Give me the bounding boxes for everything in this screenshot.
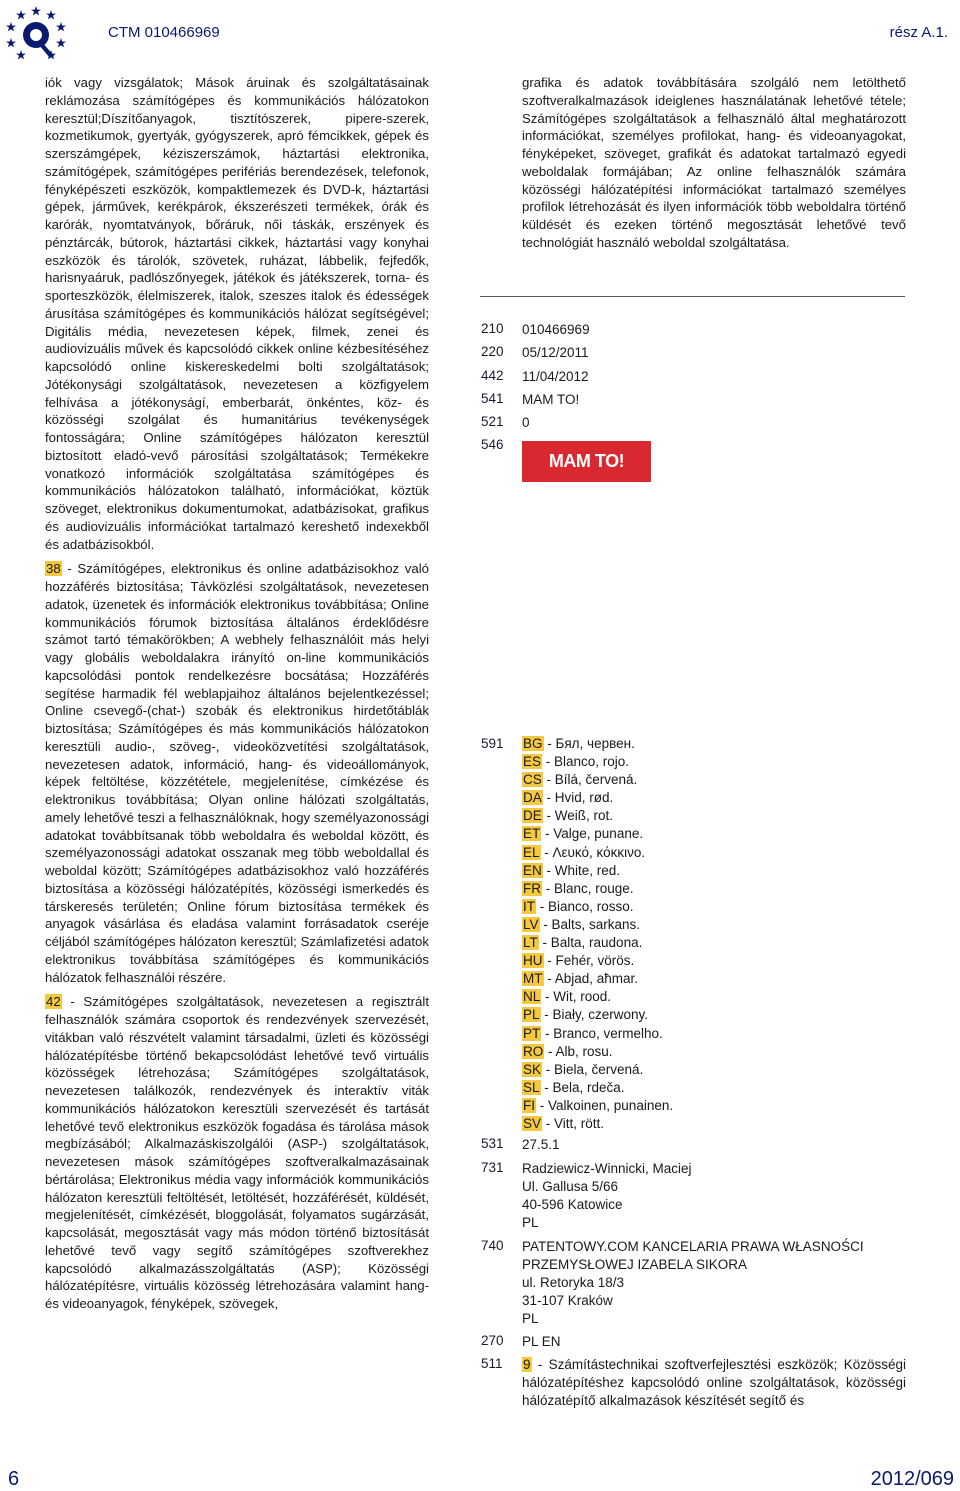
class-42-text: - Számítógépes szolgáltatások, nevezetesen a regisztrált felhasználók számára csoportok és rendezvények szervezését, vitákban való részvételt valamint társadalmi, üzleti és közösségi hálózatépítésbe történő bekapcsolódást lehetővé tevő virtuális közösségek létrehozása; Számítógépes szolgáltatások, nevezetesen találkozók, rendezvények és interaktív viták kommunikációs hálózatokon keresztüli szervezését és tartását lehetővé tevő elektronikus eszközök fogadása és tárolása mások megbízásából; Alkalmazáskiszolgálói (ASP-) szolgáltatások, nevezetesen mások számítógépes szoftveralkalmazásainak bértárolása; Elektronikus média vagy információk kommunikációs hálózaton keresztüli feltöltését, letöltését, hozzáférését, küldését, megjelenítését, címkézését, bloggolását, folyamatos sugárzását, kapcsolását, megosztását vagy más módon történő biztosítását lehetővé tevő vagy segítő számítógépes szoftverekhez kapcsolódó alkalmazásszolgáltatás (ASP); Közösségi hálózatépítésre, virtuális közösség létrehozására valamint hang- és videoanyagok, fényképek, szövegek, (45, 994, 429, 1311)
color-claims-list (522, 735, 673, 1133)
color-claim-item (522, 735, 673, 753)
color-claim-text: - Biały, czerwony. (540, 1007, 649, 1023)
color-claim-text: - Bianco, rosso. (536, 898, 634, 914)
language-code: ES (523, 754, 542, 770)
representative-address (522, 1238, 906, 1328)
language-code: FR (523, 880, 541, 896)
color-claim-text: - Bela, rdeča. (540, 1079, 625, 1095)
field-value: 0 (522, 415, 530, 430)
address-line: 31-107 Kraków (522, 1293, 613, 1308)
color-claim-text: - Λευκό, κόκκινο. (540, 844, 646, 860)
color-claim-item (522, 898, 673, 916)
language-code: DE (523, 808, 542, 824)
color-claim-item (522, 844, 673, 862)
section-divider (480, 296, 905, 297)
language-code: PT (523, 1025, 541, 1041)
language-code: SK (523, 1061, 542, 1077)
field-code: 511 (481, 1356, 503, 1371)
language-code: NL (523, 989, 541, 1005)
right-column-continuation: grafika és adatok továbbítására szolgáló nem letölthető szoftveralkalmazások ideiglenes használatának lehetővé tétele; Számítógépes szolgáltatások a felhasználó által meghatározott információkat, személyes profilokat, hang- és videoanyagokat, fényképeket, szöveget, grafikát és adatokat tartalmazó egyedi weboldalak formájában; Az online felhasználók számára közösségi hálózatépítési információkat tartalmazó személyes profilok létrehozását és ilyen információk több weboldalra történő küldését és ezeken történő megosztását lehetővé tevő technológiát használó weboldal szolgáltatása. (522, 75, 906, 250)
color-claim-text: - Biela, červená. (542, 1061, 644, 1077)
field-code: 442 (481, 368, 504, 383)
color-claim-text: - Blanc, rouge. (542, 880, 634, 896)
class-38-text: - Számítógépes, elektronikus és online adatbázisokhoz való hozzáférés biztosítása; Távközlési szolgáltatások, nevezetesen adatok, üzenetek és információk elektronikus továbbítása; Online kommunikációs fórumok biztosítása általános érdeklődésre számot tartó témakörökben; A webhely felhasználóit más helyi vagy globális weboldalakra irányító on-line kommunikációs kapcsolódási pontok rendelkezésre bocsátása; Hozzáférés segítése harmadik fél weblapjaihoz általános bejelentkezéssel; Online csevegő-(chat-) szobák és elektronikus hirdetőtáblák biztosítása; Számítógépes és más kommunikációs hálózatokon keresztüli audio-, szöveg-, videoközvetítési szolgáltatások, nevezetesen adatok, információ, hang- és videoállományok, képek feltöltése, közzététele, megjelenítése, címkézése és elektronikus továbbítása; Olyan online hálózati szolgáltatás, amely lehetővé teszi a felhasználóknak, hogy személyazonossági adatokat továbbítsanak több weboldalra és weboldal között, és személyazonossági adatokat osszanak meg több weboldallal és weboldal között; Számítógépes adatbázisokhoz való hozzáférés biztosítása a közösségi hálózatépítés, közösségi ismerkedés és társkeresés területén; Online fórum biztosítása termékek és anyagok vásárlása és eladása valamint forrásadatok cseréje céljából számítógépes hálózaton keresztül; Számlafizetési adatok elektronikus továbbítása számítógépes és kommunikációs hálózatok felhasználói részére. (45, 561, 429, 985)
language-code: LT (523, 935, 538, 951)
field-code: 731 (481, 1160, 504, 1175)
color-claim-item (522, 934, 673, 952)
color-claim-text: - Valkoinen, punainen. (536, 1097, 674, 1113)
class-number-badge: 9 (523, 1357, 531, 1372)
field-code: 541 (481, 391, 504, 406)
color-claim-text: - Weiß, rot. (542, 808, 614, 824)
color-claim-text: - White, red. (542, 862, 621, 878)
field-value: PL EN (522, 1334, 561, 1349)
language-code: EN (523, 862, 542, 878)
color-claim-item (522, 970, 673, 988)
address-line: Ul. Gallusa 5/66 (522, 1179, 619, 1194)
trademark-text: MAM TO! (548, 451, 625, 471)
color-claim-item (522, 789, 673, 807)
field-code: 521 (481, 414, 504, 429)
language-code: EL (523, 844, 540, 860)
color-claim-item (522, 880, 673, 898)
left-column (45, 74, 429, 1313)
field-code: 591 (481, 736, 504, 751)
color-claim-text: - Alb, rosu. (544, 1043, 613, 1059)
field-value: 010466969 (522, 322, 590, 337)
language-code: RO (523, 1043, 544, 1059)
color-claim-item (522, 807, 673, 825)
part-label: rész A.1. (889, 24, 948, 41)
class-9-paragraph (522, 1356, 906, 1410)
ohim-logo (4, 4, 68, 66)
language-code: IT (523, 898, 535, 914)
language-code: FI (523, 1097, 535, 1113)
address-line: Radziewicz-Winnicki, Maciej (522, 1161, 692, 1176)
color-claim-text: - Balts, sarkans. (539, 916, 641, 932)
publication-id: CTM 010466969 (108, 24, 220, 41)
class-38-paragraph (45, 560, 429, 986)
color-claim-text: - Balta, raudona. (538, 935, 643, 951)
field-value: 11/04/2012 (522, 369, 589, 384)
language-code: SV (523, 1115, 542, 1131)
address-line: PL (522, 1311, 539, 1326)
class-9-text: - Számítástechnikai szoftverfejlesztési eszközök; Közösségi hálózatépítéshez kapcsolódó online szolgáltatások, közösségi hálózatépítő alkalmazások készítését segítő és (522, 1357, 906, 1408)
color-claim-item (522, 1061, 673, 1079)
language-code: CS (523, 772, 542, 788)
color-claim-item (522, 753, 673, 771)
language-code: ET (523, 826, 541, 842)
color-claim-text: - Wit, rood. (541, 989, 612, 1005)
address-line: PATENTOWY.COM KANCELARIA PRAWA WŁASNOŚCI PRZEMYSŁOWEJ IZABELA SIKORA (522, 1239, 864, 1272)
color-claim-text: - Abjad, aħmar. (543, 971, 639, 987)
trademark-image (522, 441, 651, 482)
field-code: 210 (481, 321, 504, 336)
color-claim-item (522, 1079, 673, 1097)
language-code: SL (523, 1079, 540, 1095)
field-value: MAM TO! (522, 392, 580, 407)
class-number-badge: 42 (46, 994, 61, 1010)
color-claim-text: - Vitt, rött. (542, 1115, 605, 1131)
address-line: ul. Retoryka 18/3 (522, 1275, 625, 1290)
color-claim-item (522, 1006, 673, 1024)
language-code: MT (523, 971, 543, 987)
class-number-badge: 38 (46, 561, 61, 577)
color-claim-item (522, 771, 673, 789)
field-code: 740 (481, 1238, 504, 1253)
color-claim-item (522, 988, 673, 1006)
color-claim-item (522, 1115, 673, 1133)
language-code: LV (523, 916, 539, 932)
field-code: 270 (481, 1333, 504, 1348)
issue-number: 2012/069 (870, 1468, 954, 1490)
color-claim-text: - Bílá, červená. (542, 772, 638, 788)
field-code: 531 (481, 1136, 504, 1151)
color-claim-item (522, 916, 673, 934)
color-claim-item (522, 862, 673, 880)
color-claim-text: - Branco, vermelho. (541, 1025, 663, 1041)
language-code: BG (523, 736, 543, 751)
page-number: 6 (8, 1468, 20, 1490)
owner-address (522, 1160, 692, 1232)
class-42-paragraph (45, 993, 429, 1313)
language-code: HU (523, 953, 543, 969)
field-code: 546 (481, 437, 504, 452)
color-claim-item (522, 1025, 673, 1043)
goods-services-text: iók vagy vizsgálatok; Mások áruinak és szolgáltatásainak reklámozása számítógépes és kommunikációs hálózatokon keresztül;Díszítőanyagok, tisztítószerek, pipere-szerek, kozmetikumok, gyertyák, gyógyszerek, apró fémcikkek, gépek és szerszámgépek, kéziszerszámok, háztartási elektronika, számítógépek, számítógépes perifériás berendezések, telefonok, fényképészeti eszközök, kompaktlemezek és DVD-k, háztartási gépek, járművek, kerékpárok, ékszerészeti termékek, órák és karórák, nyomtatványok, bőráruk, női táskák, erszények és pénztárcák, bútorok, háztartási cikkek, háztartási vagy konyhai eszközök és tárolók, szövetek, ruházat, lábbelik, fejfedők, harisnyaáruk, padlószőnyegek, játékok és játékszerek, torna- és sporteszközök, élelmiszerek, italok, szeszes italok és édességek árusítása számítógépes és kommunikációs hálózat segítségével; Digitális média, nevezetesen képek, filmek, zenei és audiovizuális művek és kapcsolódó cikkek online kézbesítéséhez kapcsolódó online kiskereskedelmi bolti szolgáltatások; Jótékonysági szolgáltatások, nevezetesen a közfigyelem felhívása a jótékonyságí, emberbarát, önkéntes, köz- és közösségi szolgálat és humanitárius tevékenységek fontosságára; Online számítógépes hálózaton keresztül biztosított eladó-vevő párosítási szolgáltatások; Termékekre vonatkozó információk szolgáltatása számítógépes és kommunikációs hálózatokon található, információkat, köztük szöveget, elektronikus dokumentumokat, adatbázisokat, grafikus és audiovizuális információkat tartalmazó kereshető indexekből és adatbázisokból. (45, 75, 429, 552)
field-code: 220 (481, 344, 504, 359)
color-claim-text: - Бял, червен. (543, 736, 635, 751)
color-claim-item (522, 1043, 673, 1061)
field-value: 27.5.1 (522, 1137, 560, 1152)
language-code: PL (523, 1007, 540, 1023)
color-claim-item (522, 1097, 673, 1115)
color-claim-text: - Valge, punane. (541, 826, 644, 842)
field-value: 05/12/2011 (522, 345, 589, 360)
color-claim-text: - Hvid, rød. (542, 790, 614, 806)
color-claim-text: - Fehér, vörös. (543, 953, 635, 969)
address-line: 40-596 Katowice (522, 1197, 623, 1212)
color-claim-item (522, 952, 673, 970)
color-claim-item (522, 825, 673, 843)
color-claim-text: - Blanco, rojo. (542, 754, 630, 770)
address-line: PL (522, 1215, 539, 1230)
language-code: DA (523, 790, 542, 806)
